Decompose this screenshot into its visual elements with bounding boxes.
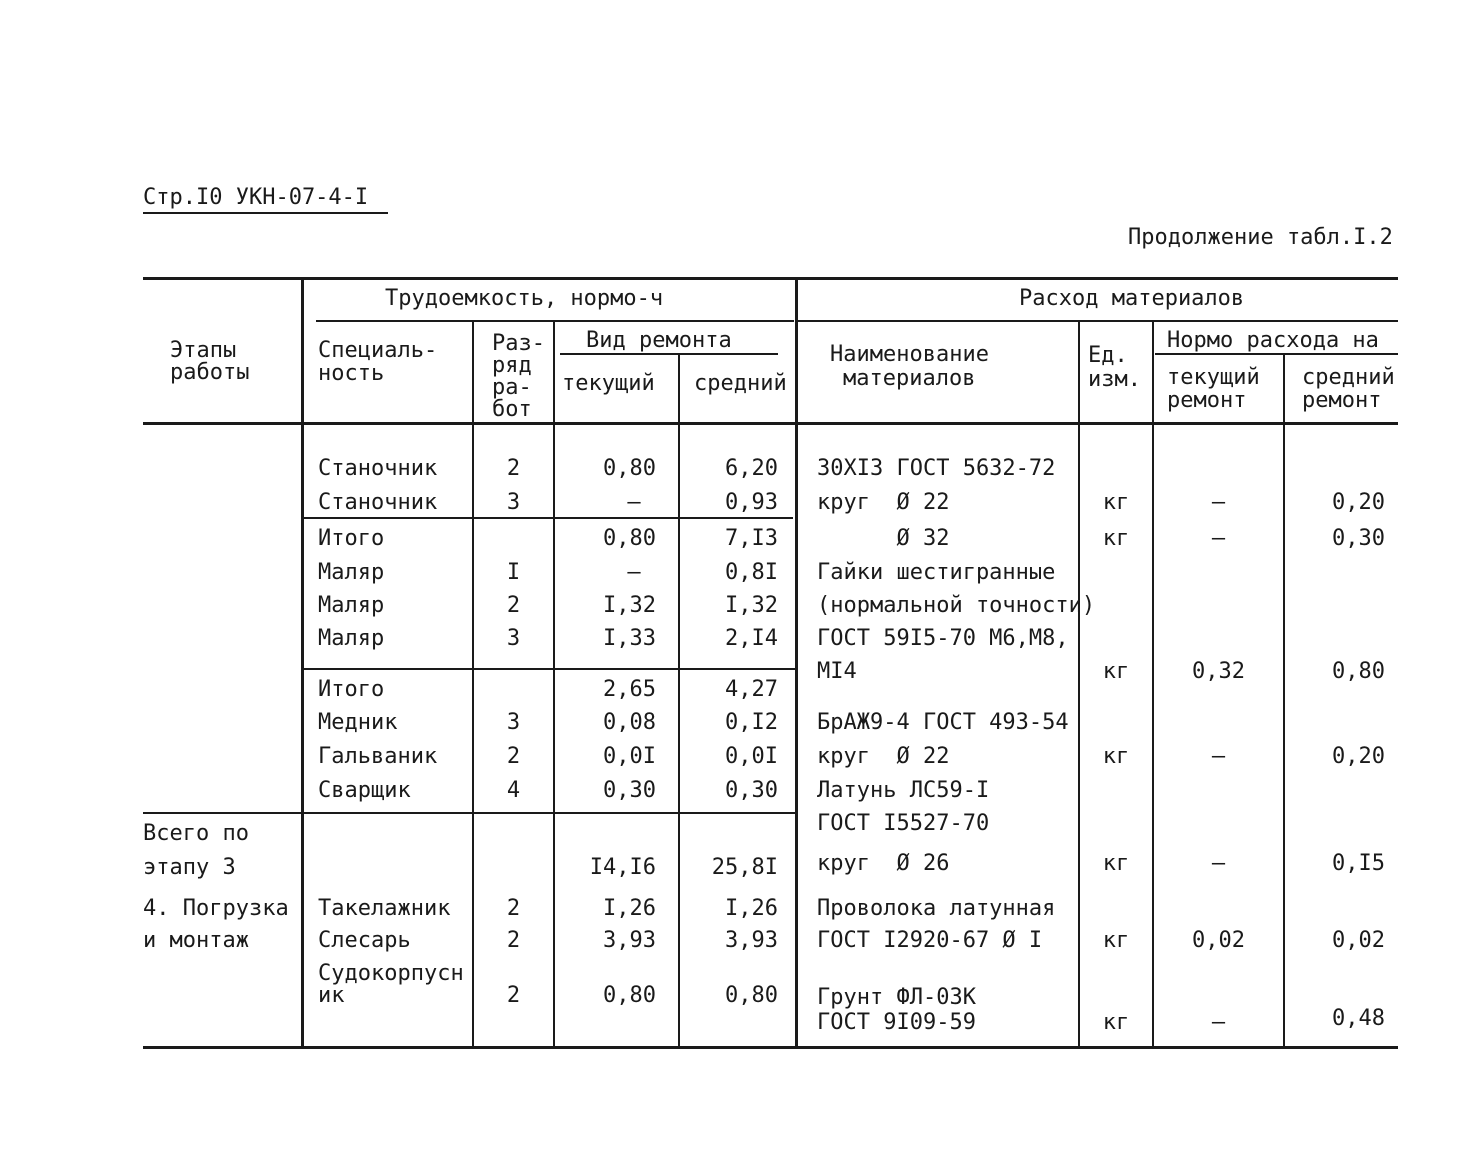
labor-specialty: Маляр (318, 593, 385, 618)
material-name: Латунь ЛС59-I (817, 778, 990, 803)
labor-current: I,33 (603, 626, 656, 651)
header-medium-repair-line2: ремонт (1302, 388, 1382, 413)
labor-current: I,26 (603, 896, 656, 921)
material-norm-medium: 0,I5 (1332, 851, 1385, 876)
labor-specialty: Такелажник (318, 896, 451, 921)
labor-stage: и монтаж (143, 928, 249, 953)
labor-specialty: Маляр (318, 560, 385, 585)
material-unit: кг (1102, 851, 1130, 876)
labor-specialty: Итого (318, 677, 385, 702)
labor-medium: 25,8I (711, 855, 778, 880)
labor-specialty: Сварщик (318, 778, 411, 803)
header-current-repair-line1: текущий (1167, 365, 1260, 390)
material-norm-current: 0,32 (1192, 659, 1245, 684)
header-material-name-line2: материалов (843, 366, 976, 391)
material-name: ГОСТ I5527-70 (817, 811, 990, 836)
labor-stage: 4. Погрузка (143, 896, 289, 921)
labor-medium: 0,I2 (725, 710, 778, 735)
material-name: Гайки шестигранные (817, 560, 1056, 585)
labor-current: 0,30 (603, 778, 656, 803)
page-reference: Стр.I0 УКН-07-4-I (143, 185, 369, 210)
labor-specialty: Медник (318, 710, 398, 735)
labor-grade: 2 (506, 456, 521, 481)
labor-grade: 2 (506, 896, 521, 921)
header-materials-consumption: Расход материалов (1019, 286, 1245, 311)
labor-grade: 2 (506, 983, 521, 1008)
material-norm-medium: 0,80 (1332, 659, 1385, 684)
material-norm-current: 0,02 (1192, 928, 1245, 953)
material-name: круг Ø 22 (817, 744, 950, 769)
labor-specialty-wrap-line2: ик (318, 983, 345, 1008)
labor-grade: I (506, 560, 521, 585)
material-unit: кг (1102, 526, 1130, 551)
labor-medium: 4,27 (725, 677, 778, 702)
stage-total-rule (143, 812, 797, 814)
material-unit: кг (1102, 928, 1130, 953)
labor-current: 0,08 (603, 710, 656, 735)
labor-medium: 6,20 (725, 456, 778, 481)
material-unit: кг (1102, 744, 1130, 769)
header-current: текущий (562, 371, 655, 396)
header-specialty-line2: ность (318, 361, 385, 386)
labor-medium: 0,8I (725, 560, 778, 585)
col-rule-labor-materials (795, 277, 798, 1049)
material-norm-current: – (1211, 490, 1226, 515)
header-medium-repair-line1: средний (1302, 365, 1395, 390)
labor-stage: Всего по (143, 821, 249, 846)
labor-medium: I,32 (725, 593, 778, 618)
material-name: ГОСТ I2920-67 Ø I (817, 928, 1043, 953)
header-labor: Трудоемкость, нормо-ч (385, 286, 664, 311)
labor-grade: 2 (506, 744, 521, 769)
norm-rule (1155, 353, 1398, 355)
material-norm-current: – (1211, 526, 1226, 551)
labor-current: I,32 (603, 593, 656, 618)
material-norm-medium: 0,30 (1332, 526, 1385, 551)
header-stages-line1: Этапы (170, 338, 237, 363)
table-top-rule (143, 277, 1398, 280)
labor-medium: 0,0I (725, 744, 778, 769)
material-name: МI4 (817, 659, 857, 684)
labor-current: 0,80 (603, 456, 656, 481)
header-grade-line1: Раз- (492, 331, 545, 356)
page-reference-underline (143, 212, 388, 214)
labor-current: I4,I6 (589, 855, 656, 880)
labor-medium: 0,80 (725, 983, 778, 1008)
labor-grade: 4 (506, 778, 521, 803)
labor-current: 2,65 (603, 677, 656, 702)
material-norm-medium: 0,20 (1332, 490, 1385, 515)
material-name: ГОСТ 9I09-59 (817, 1010, 976, 1035)
col-rule-stage (301, 280, 304, 1049)
material-name: круг Ø 26 (817, 851, 950, 876)
material-name: Проволока латунная (817, 896, 1056, 921)
subtotal-rule-2 (303, 668, 797, 670)
material-norm-current: – (1211, 1010, 1226, 1035)
labor-medium: 0,30 (725, 778, 778, 803)
header-unit-line2: изм. (1088, 367, 1141, 392)
material-norm-current: – (1211, 744, 1226, 769)
labor-stage: этапу 3 (143, 855, 236, 880)
header-repair-type: Вид ремонта (586, 328, 732, 353)
material-norm-current: – (1211, 851, 1226, 876)
material-name: Грунт ФЛ-03К (817, 985, 976, 1010)
material-unit: кг (1102, 1010, 1130, 1035)
labor-specialty: Станочник (318, 490, 438, 515)
labor-specialty: Слесарь (318, 928, 411, 953)
header-grade-line3: ра- (492, 375, 532, 400)
labor-current: – (627, 560, 641, 585)
material-norm-medium: 0,48 (1332, 1006, 1385, 1031)
labor-specialty-wrap-line1: Судокорпусн (318, 961, 464, 986)
labor-specialty: Гальваник (318, 744, 438, 769)
header-current-repair-line2: ремонт (1167, 388, 1247, 413)
header-grade-line2: ряд (492, 353, 532, 378)
table-bottom-rule (143, 1046, 1398, 1049)
labor-grade: 3 (506, 490, 521, 515)
labor-medium: 7,I3 (725, 526, 778, 551)
labor-grade: 2 (506, 928, 521, 953)
materials-group-rule (798, 320, 1398, 322)
header-norm: Нормо расхода на (1167, 328, 1379, 353)
labor-group-rule (316, 320, 794, 322)
material-name: Ø 32 (817, 526, 950, 551)
labor-specialty: Итого (318, 526, 385, 551)
header-material-name-line1: Наименование (830, 342, 989, 367)
labor-current: 3,93 (603, 928, 656, 953)
labor-current: – (627, 490, 641, 515)
material-norm-medium: 0,20 (1332, 744, 1385, 769)
labor-specialty: Станочник (318, 456, 438, 481)
header-medium: средний (694, 371, 787, 396)
labor-current: 0,80 (603, 526, 656, 551)
material-norm-medium: 0,02 (1332, 928, 1385, 953)
material-name: 30ХI3 ГОСТ 5632-72 (817, 456, 1056, 481)
labor-medium: 0,93 (725, 490, 778, 515)
material-name: круг Ø 22 (817, 490, 950, 515)
header-grade-line4: бот (492, 397, 532, 422)
material-unit: кг (1102, 659, 1130, 684)
labor-specialty: Маляр (318, 626, 385, 651)
header-specialty-line1: Специаль- (318, 338, 438, 363)
labor-current: 0,80 (603, 983, 656, 1008)
subtotal-rule-1 (303, 517, 793, 519)
material-name: (нормальной точности) (817, 593, 1096, 618)
header-stages-line2: работы (170, 360, 250, 385)
material-unit: кг (1102, 490, 1130, 515)
labor-medium: I,26 (725, 896, 778, 921)
labor-medium: 2,I4 (725, 626, 778, 651)
continuation-caption: Продолжение табл.I.2 (1128, 225, 1393, 250)
labor-grade: 2 (506, 593, 521, 618)
labor-grade: 3 (506, 626, 521, 651)
labor-medium: 3,93 (725, 928, 778, 953)
material-name: ГОСТ 59I5-70 М6,М8, (817, 626, 1069, 651)
labor-current: 0,0I (603, 744, 656, 769)
header-bottom-rule (143, 422, 1398, 425)
repair-type-rule (560, 353, 778, 355)
material-name: БрАЖ9-4 ГОСТ 493-54 (817, 710, 1069, 735)
labor-grade: 3 (506, 710, 521, 735)
header-unit-line1: Ед. (1088, 343, 1128, 368)
